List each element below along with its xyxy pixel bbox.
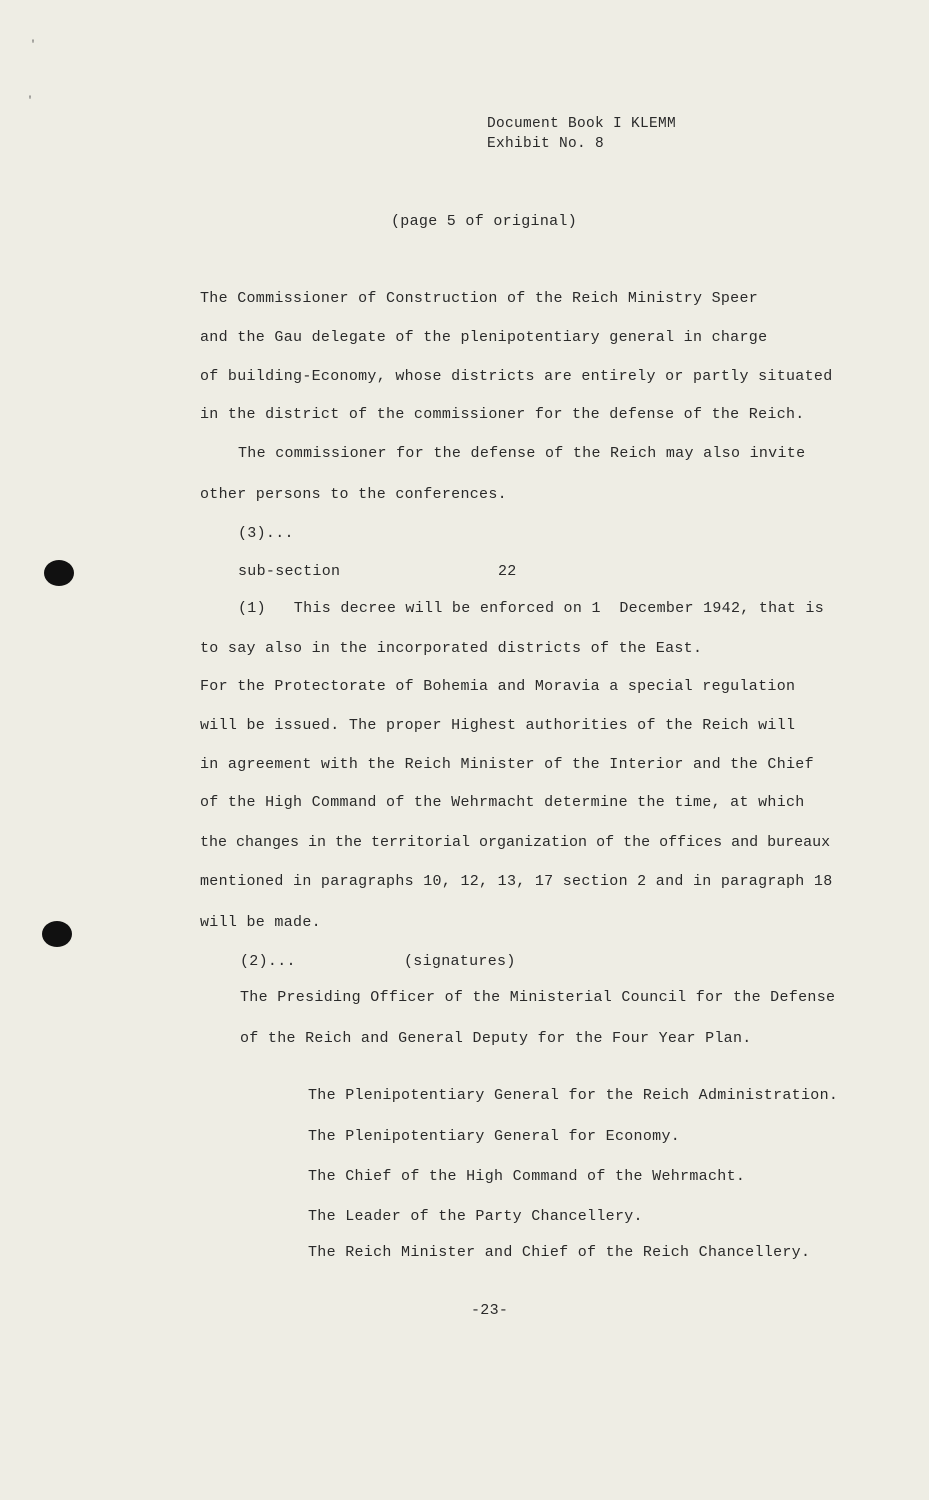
signatory-line: The Chief of the High Command of the Wehrmacht. bbox=[308, 1168, 746, 1185]
body-line: (1) This decree will be enforced on 1 December 1942, that is bbox=[238, 600, 824, 617]
punch-hole-icon bbox=[42, 921, 72, 947]
subsection-number: 22 bbox=[498, 563, 517, 580]
body-line: For the Protectorate of Bohemia and Moravia a special regulation bbox=[200, 678, 796, 695]
body-line: will be made. bbox=[200, 914, 321, 931]
body-line: and the Gau delegate of the plenipotentiary general in charge bbox=[200, 329, 768, 346]
margin-mark: ' bbox=[27, 96, 34, 107]
body-line: other persons to the conferences. bbox=[200, 486, 507, 503]
signatory-line: The Plenipotentiary General for the Reich Administration. bbox=[308, 1087, 839, 1104]
body-line: of the High Command of the Wehrmacht determine the time, at which bbox=[200, 794, 805, 811]
body-line: of building-Economy, whose districts are entirely or partly situated bbox=[200, 368, 833, 385]
page-number: -23- bbox=[471, 1302, 509, 1319]
paragraph-number: (3)... bbox=[238, 525, 294, 542]
body-line: will be issued. The proper Highest authorities of the Reich will bbox=[200, 717, 796, 734]
body-line: the changes in the territorial organization of the offices and bureaux bbox=[200, 834, 831, 851]
body-line: The Commissioner of Construction of the Reich Ministry Speer bbox=[200, 290, 759, 307]
body-line: in agreement with the Reich Minister of the Interior and the Chief bbox=[200, 756, 814, 773]
subsection-label: sub-section bbox=[238, 563, 341, 580]
exhibit-label: Exhibit No. 8 bbox=[487, 136, 605, 152]
body-line: mentioned in paragraphs 10, 12, 13, 17 section 2 and in paragraph 18 bbox=[200, 873, 833, 890]
body-line: in the district of the commissioner for the defense of the Reich. bbox=[200, 406, 805, 423]
document-book-label: Document Book I KLEMM bbox=[487, 116, 677, 132]
body-line: of the Reich and General Deputy for the Four Year Plan. bbox=[240, 1030, 752, 1047]
paragraph-number: (2)... bbox=[240, 953, 296, 970]
margin-mark: ' bbox=[30, 40, 37, 51]
signatures-label: (signatures) bbox=[404, 953, 516, 970]
signatory-line: The Reich Minister and Chief of the Reich Chancellery. bbox=[308, 1244, 811, 1261]
body-line: to say also in the incorporated districts of the East. bbox=[200, 640, 703, 657]
signatory-line: The Leader of the Party Chancellery. bbox=[308, 1208, 643, 1225]
signatory-line: The Plenipotentiary General for Economy. bbox=[308, 1128, 681, 1145]
page-reference: (page 5 of original) bbox=[391, 213, 578, 230]
punch-hole-icon bbox=[44, 560, 74, 586]
body-line: The Presiding Officer of the Ministerial Council for the Defense bbox=[240, 989, 836, 1006]
body-line: The commissioner for the defense of the Reich may also invite bbox=[238, 445, 806, 462]
